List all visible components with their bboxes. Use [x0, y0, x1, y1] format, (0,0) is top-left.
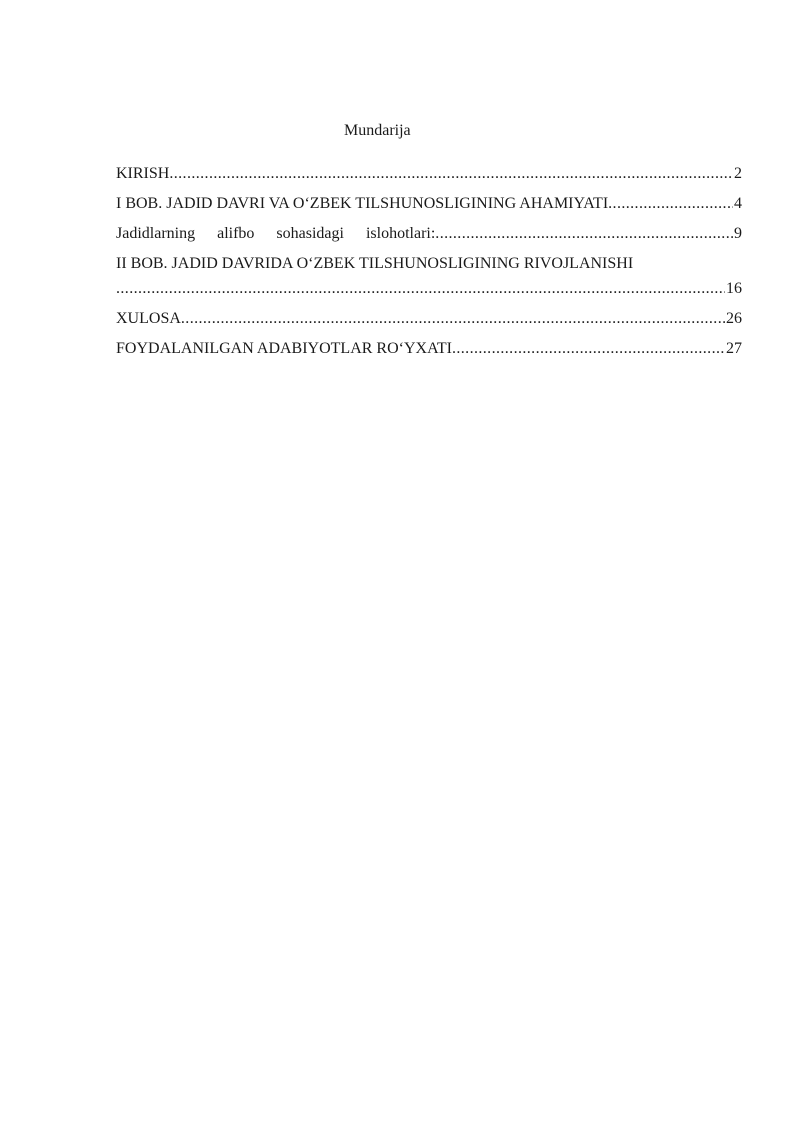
toc-entry	[116, 308, 742, 338]
toc-entry-text: II BOB. JADID DAVRIDA O‘ZBEK TILSHUNOSLIGINING RIVOJLANISHI	[116, 255, 634, 272]
toc-leader-dots	[608, 193, 733, 215]
toc-entry-page: 4	[734, 195, 742, 212]
toc-leader-dots	[181, 308, 725, 330]
toc-entry	[116, 338, 742, 368]
toc-entry-continuation	[116, 278, 742, 308]
table-of-contents	[116, 163, 742, 368]
toc-entry-text: I BOB. JADID DAVRI VA O‘ZBEK TILSHUNOSLIGINING AHAMIYATI	[116, 195, 609, 212]
toc-entry-page: 9	[734, 225, 742, 242]
toc-leader-dots	[116, 278, 725, 300]
toc-leader-dots	[435, 223, 733, 245]
toc-entry	[116, 193, 742, 223]
toc-leader-dots	[452, 338, 725, 360]
toc-entry-page: 26	[726, 310, 742, 327]
toc-entry-text: Jadidlarning alifbo sohasidagi islohotlari:	[116, 225, 436, 242]
toc-leader-dots	[169, 163, 733, 185]
toc-entry-text: KIRISH	[116, 165, 170, 182]
toc-entry-page: 2	[734, 165, 742, 182]
toc-entry-text: FOYDALANILGAN ADABIYOTLAR RO‘YXATI	[116, 340, 452, 357]
toc-entry-text: XULOSA	[116, 310, 181, 327]
toc-entry	[116, 163, 742, 193]
toc-entry-page: 16	[726, 280, 742, 297]
toc-entry	[116, 253, 742, 278]
toc-entry	[116, 223, 742, 253]
toc-entry-page: 27	[726, 340, 742, 357]
toc-title: Mundarija	[344, 122, 411, 139]
